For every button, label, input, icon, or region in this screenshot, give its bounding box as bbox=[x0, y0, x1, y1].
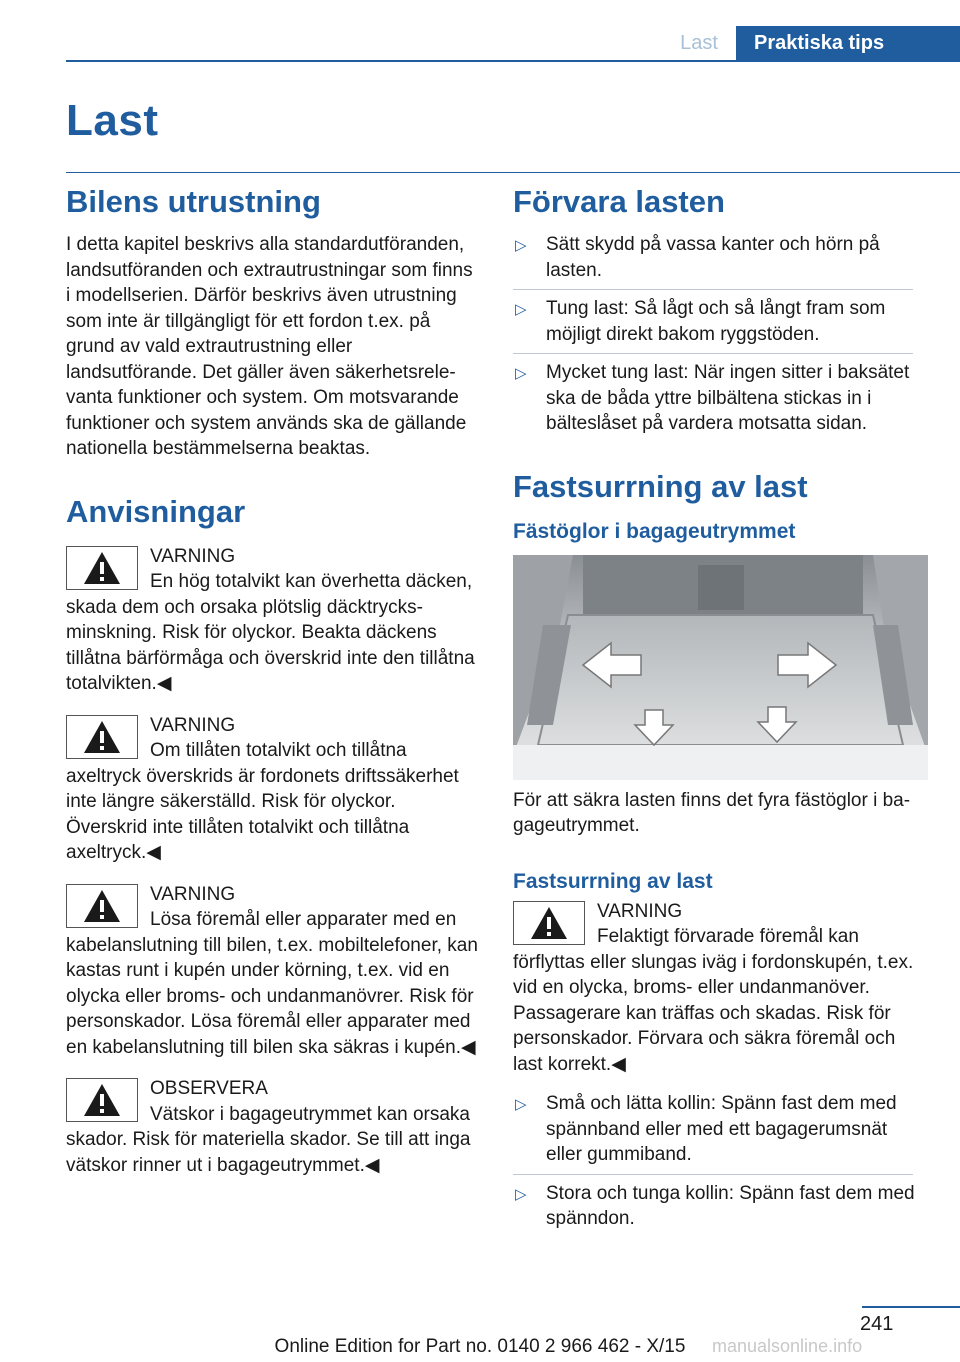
footer-rule bbox=[862, 1306, 960, 1308]
notice-text: Vätskor i bagageutrymmet kan orsaka skador. Risk för materiella skador. Se till att inga vätskor rinner ut i bagageutrymmet.◀ bbox=[66, 1103, 471, 1176]
left-column bbox=[66, 180, 478, 1178]
warning-triangle-icon bbox=[66, 1078, 138, 1122]
list-item: ▷ Sätt skydd på vassa kanter och hörn på lasten. bbox=[515, 234, 880, 281]
warning-label: VARNING bbox=[150, 883, 236, 905]
header-tab-chapter: Praktiska tips bbox=[736, 26, 960, 60]
triangle-bullet-icon: ▷ bbox=[515, 237, 527, 254]
warning-block bbox=[66, 711, 478, 866]
warning-text: Om tillåten totalvikt och tillåtna axeltryck överskrids är fordonets driftssäkerhet inte längre säkerställd. Risk för olyckor. Överskrid inte tillåten totalvikt och tillåtna axeltryck.◀ bbox=[66, 740, 459, 863]
store-bullet-list bbox=[513, 232, 928, 437]
warning-text: Lösa föremål eller apparater med en kabelanslutning till bilen, t.ex. mobiltelefoner, kan kastas runt i kupén under körning, t.ex. vid en olycka eller broms- och undanmanövrer. Risk för personskador. Lösa föremål eller apparater med en kabelanslutning till bilen ska säkras i kupén.◀ bbox=[66, 909, 478, 1058]
triangle-bullet-icon: ▷ bbox=[515, 301, 527, 318]
warning-text: Felaktigt förvarade föremål kan förflyttas eller slungas iväg i fordonskupén, t.ex. vid en olycka, broms- eller undanmanöver. Passagerare kan träffas och skadas. Risk för personskador. Förvara och säkra föremål och last korrekt.◀ bbox=[513, 926, 914, 1075]
right-column bbox=[513, 180, 928, 1232]
image-caption: För att säkra lasten finns det fyra fästöglor i bagageutrymmet. bbox=[513, 789, 911, 836]
warning-triangle-icon bbox=[66, 715, 138, 759]
header-tab-section: Last bbox=[680, 32, 718, 54]
triangle-bullet-icon: ▷ bbox=[515, 1185, 527, 1203]
warning-text: En hög totalvikt kan överhetta däcken, skada dem och orsaka plötslig däcktrycksminskning. Risk för olyckor. Beakta däckens tillåtna bärförmåga och överskrid inte den tillåtna totalvikten.◀ bbox=[66, 571, 475, 694]
triangle-bullet-icon: ▷ bbox=[515, 365, 527, 382]
instructions-heading: Anvisningar bbox=[66, 493, 246, 529]
notice-block bbox=[66, 1074, 478, 1178]
warning-triangle-icon bbox=[513, 901, 585, 945]
store-heading: Förvara lasten bbox=[513, 184, 725, 219]
list-item: ▷ Mycket tung last: När ingen sitter i baksätet ska de båda yttre bilbältena stickas in i bälteslåset på vardera motsatta sidan. bbox=[515, 362, 910, 434]
lashing-heading: Fastsurrning av last bbox=[513, 468, 808, 504]
warning-triangle-icon bbox=[66, 884, 138, 928]
trunk-lashing-eyes-image bbox=[513, 555, 928, 780]
page-title: Last bbox=[66, 96, 159, 145]
lashing-subheading-2: Fastsurrning av last bbox=[513, 869, 713, 893]
page-number: 241 bbox=[860, 1313, 894, 1335]
warning-block bbox=[66, 542, 478, 697]
edition-footer: Online Edition for Part no. 0140 2 966 462 - X/15 bbox=[274, 1336, 686, 1357]
lashing-subheading: Fästöglor i bagageutrymmet bbox=[513, 519, 796, 543]
lashing-bullet-list bbox=[513, 1091, 928, 1232]
header-rule bbox=[66, 60, 960, 62]
warning-label: VARNING bbox=[597, 900, 683, 922]
list-item: ▷ Små och lätta kollin: Spänn fast dem med spännband eller med ett bagagerumsnät eller gummiband. bbox=[515, 1093, 897, 1165]
equipment-body: I detta kapitel beskrivs alla standardutföranden, landsutföranden och extrautrustningar som finns i modellserien. Därför beskrivs även utrustning som inte är tillgängligt för ett fordon t.ex. på grund av vald extrautrustning eller landsutförande. Det gäller även säkerhetsrelevanta funktioner och system. Om motsvarande funktioner och system används ska de gällande nationella bestämmelserna beaktas. bbox=[66, 234, 473, 459]
list-item: ▷ Tung last: Så lågt och så långt fram som möjligt direkt bakom ryggstöden. bbox=[515, 298, 886, 345]
warning-triangle-icon bbox=[66, 546, 138, 590]
warning-block bbox=[513, 897, 928, 1078]
watermark: manualsonline.info bbox=[712, 1336, 863, 1356]
triangle-bullet-icon: ▷ bbox=[515, 1096, 527, 1113]
warning-block bbox=[66, 880, 478, 1061]
list-item: ▷ Stora och tunga kollin: Spänn fast dem med spänndon. bbox=[515, 1182, 915, 1229]
equipment-heading: Bilens utrustning bbox=[66, 184, 321, 219]
title-rule bbox=[66, 172, 960, 173]
notice-label: OBSERVERA bbox=[150, 1078, 268, 1099]
warning-label: VARNING bbox=[150, 545, 236, 567]
warning-label: VARNING bbox=[150, 714, 236, 736]
